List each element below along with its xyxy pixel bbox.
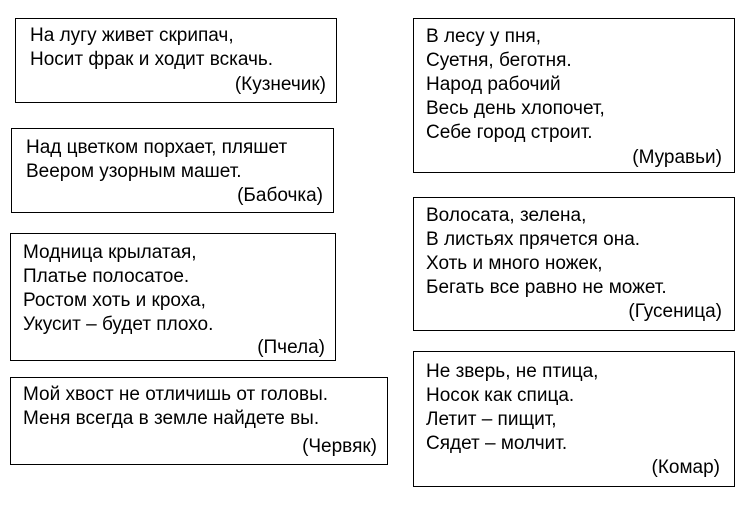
riddle-line: Не зверь, не птица, [426,361,599,382]
riddle-line: Ростом хоть и кроха, [23,290,206,311]
riddle-line: Над цветком порхает, пляшет [26,137,288,158]
riddle-line: Хоть и много ножек, [426,253,603,274]
riddle-line: Народ рабочий [426,74,561,95]
riddle-line: В листьях прячется она. [426,229,641,250]
riddle-card-mosquito [413,351,735,487]
riddle-line: Модница крылатая, [23,242,197,263]
riddle-line: Суетня, беготня. [426,50,572,71]
riddle-answer: (Гусеница) [628,301,722,322]
riddle-line: Платье полосатое. [23,266,190,287]
riddle-line: Весь день хлопочет, [426,98,605,119]
riddle-card-butterfly [11,128,334,213]
riddle-line: Бегать все равно не может. [426,277,667,298]
riddle-line: Летит – пищит, [426,409,557,430]
riddle-line: Носок как спица. [426,385,575,406]
riddle-line: Укусит – будет плохо. [23,314,214,335]
riddle-line: Сядет – молчит. [426,433,568,454]
riddle-line: На лугу живет скрипач, [30,25,234,46]
riddle-answer: (Муравьи) [632,147,722,168]
riddle-line: В лесу у пня, [426,26,542,47]
riddle-line: Веером узорным машет. [26,161,242,182]
riddle-card-ants [413,18,735,173]
riddle-answer: (Комар) [651,457,720,478]
riddle-card-worm [10,377,388,465]
riddle-line: Мой хвост не отличишь от головы. [23,384,329,405]
riddle-card-bee [10,233,336,361]
riddle-answer: (Бабочка) [237,185,323,206]
riddle-card-grasshopper [15,18,337,103]
riddle-line: Меня всегда в земле найдете вы. [23,408,320,429]
riddle-line: Волосата, зелена, [426,205,587,226]
riddle-answer: (Пчела) [257,337,325,358]
riddle-line: Себе город строит. [426,122,593,143]
riddle-answer: (Червяк) [302,436,377,457]
riddle-answer: (Кузнечик) [234,74,326,95]
riddle-card-caterpillar [413,197,735,331]
riddle-line: Носит фрак и ходит вскачь. [30,49,274,70]
